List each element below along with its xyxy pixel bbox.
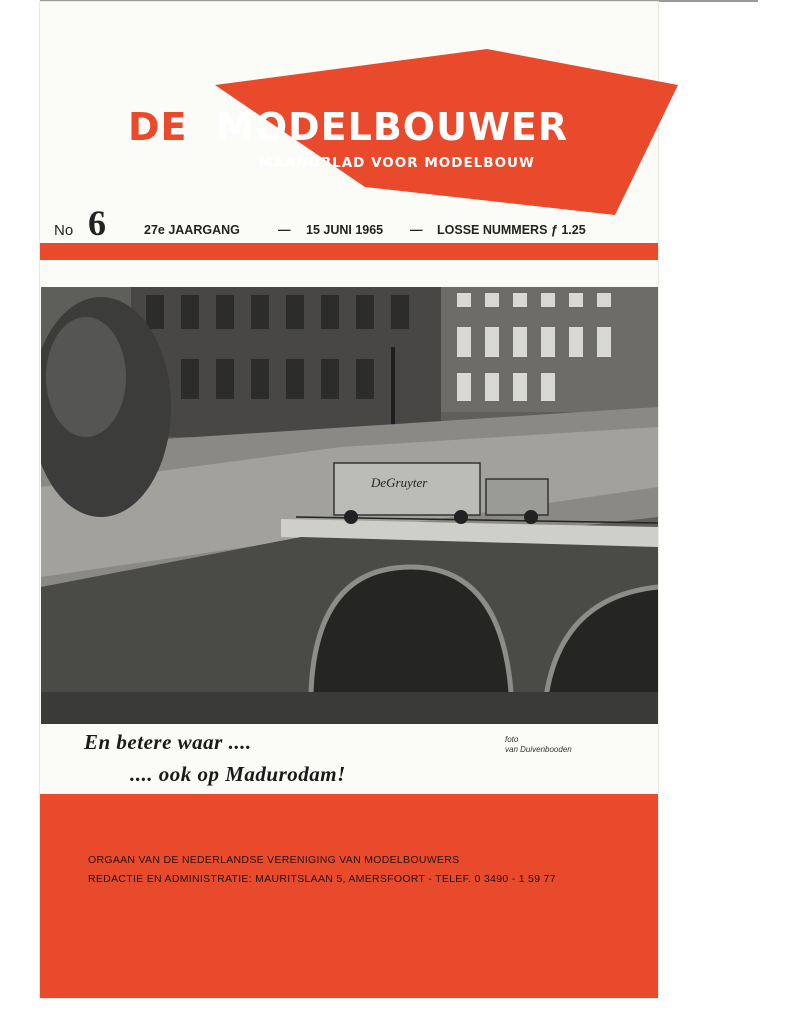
- issue-price: LOSSE NUMMERS ƒ 1.25: [437, 223, 586, 237]
- issue-number: 6: [88, 203, 106, 243]
- issue-line: [54, 202, 654, 243]
- issue-no-label: No: [54, 222, 74, 239]
- masthead-subtitle: MAANDBLAD VOOR MODELBOUW: [259, 155, 535, 171]
- red-rule: [40, 243, 658, 260]
- footer-panel: [40, 794, 658, 998]
- caption-line-1: En betere waar ....: [84, 730, 252, 754]
- issue-date: 15 JUNI 1965: [306, 223, 384, 237]
- footer-address: REDACTIE EN ADMINISTRATIE: MAURITSLAAN 5, AMERSFOORT - TELEF. 0 3490 - 1 59 77: [88, 873, 556, 885]
- issue-separator: —: [278, 223, 291, 237]
- cover-photo: [41, 287, 658, 724]
- issue-volume: 27e JAARGANG: [144, 223, 240, 237]
- masthead-de: DE: [128, 105, 188, 149]
- footer-organisation: ORGAAN VAN DE NEDERLANDSE VERENIGING VAN MODELBOUWERS: [88, 854, 460, 866]
- masthead-title: MODELBOUWER: [216, 105, 569, 149]
- photo-credit: [505, 735, 572, 755]
- caption-line-2: .... ook op Madurodam!: [130, 762, 346, 786]
- magazine-cover: [40, 2, 658, 998]
- issue-separator: —: [410, 223, 423, 237]
- truck-lettering: DeGruyter: [371, 475, 428, 490]
- photo-credit-name: van Duivenbooden: [505, 745, 572, 754]
- photo-credit-label: foto: [505, 735, 519, 744]
